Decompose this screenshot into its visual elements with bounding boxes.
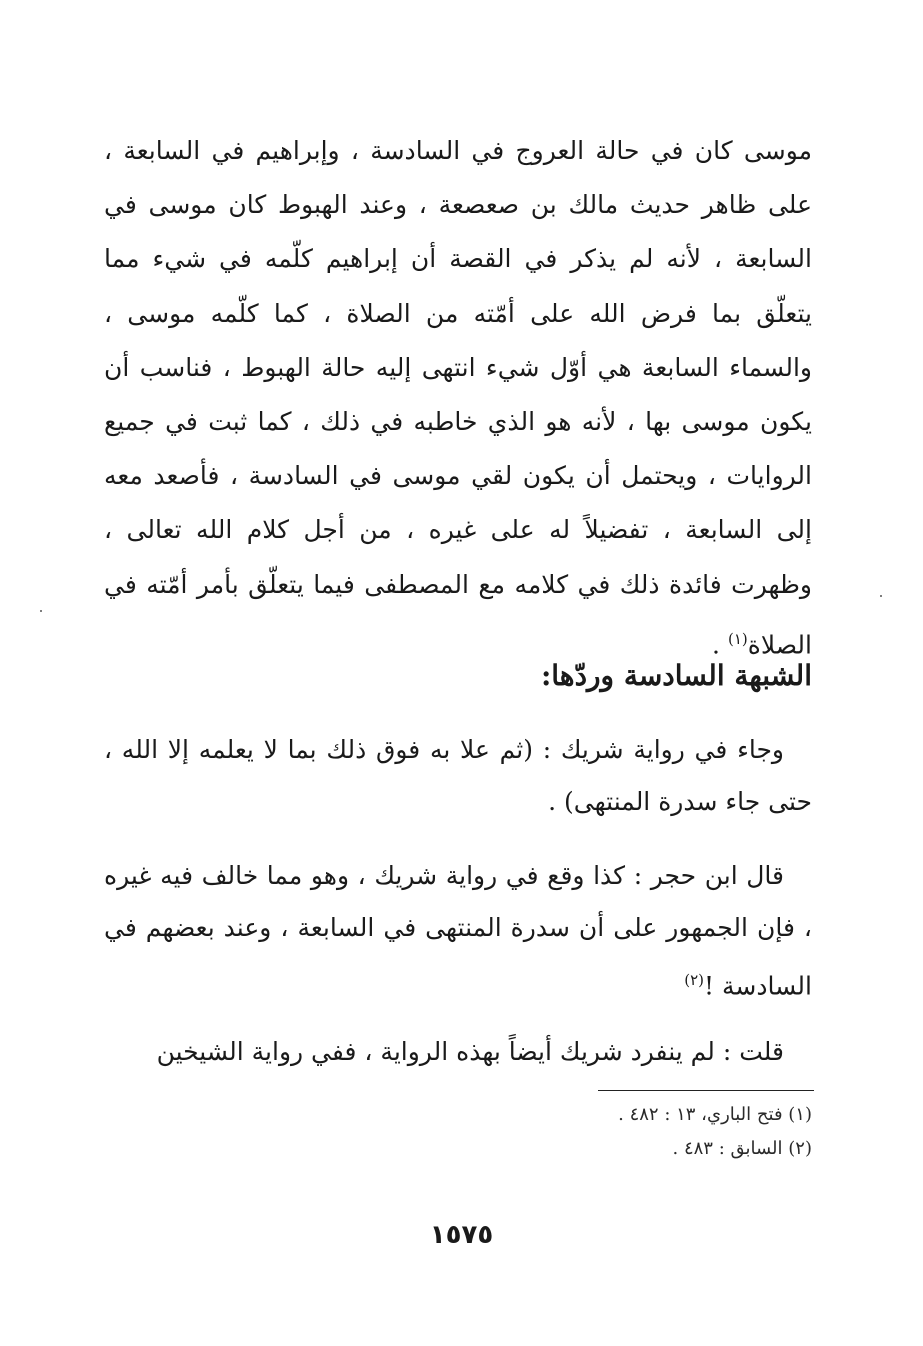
paragraph-text: قال ابن حجر : كذا وقع في رواية شريك ، وهو مما خالف فيه غيره ، فإن الجمهور على أن سدرة المنتهى في السابعة ، وعند بعضهم في السادسة !	[104, 861, 812, 1001]
paragraph-text: موسى كان في حالة العروج في السادسة ، وإبراهيم في السابعة ، على ظاهر حديث مالك بن صعصعة ، وعند الهبوط كان موسى في السابعة ، لأنه لم يذكر في القصة أن إبراهيم كلّمه في شيء مما يتعلّق بما فرض الله على أمّته من الصلاة ، كما كلّمه موسى ، والسماء السابعة هي أوّل شيء انتهى إليه حالة الهبوط ، فناسب أن يكون موسى بها ، لأنه هو الذي خاطبه في ذلك ، كما ثبت في جميع الروايات ، ويحتمل أن يكون لقي موسى في السادسة ، فأصعد معه إلى السابعة ، تفضيلاً له على غيره ، من أجل كلام الله تعالى ، وظهرت فائدة ذلك في كلامه مع المصطفى فيما يتعلّق بأمر أمّته في الصلاة	[104, 136, 812, 660]
page-number: ١٥٧٥	[429, 1220, 494, 1250]
body-paragraph: قلت : لم ينفرد شريك أيضاً بهذه الرواية ، ففي رواية الشيخين	[156, 1037, 784, 1066]
footnote-reference[interactable]: (١)	[727, 629, 748, 648]
paragraph-end: .	[712, 630, 728, 660]
body-paragraph	[104, 850, 812, 1012]
footnotes	[618, 1098, 812, 1166]
footnote-item: (٢) السابق : ٤٨٣ .	[672, 1138, 812, 1159]
footnote-item: (١) فتح الباري، ١٣ : ٤٨٢ .	[618, 1104, 812, 1125]
scan-speck	[880, 595, 882, 597]
section-heading: الشبهة السادسة وردّها:	[540, 659, 812, 692]
body-paragraph: وجاء في رواية شريك : (ثم علا به فوق ذلك بما لا يعلمه إلا الله ، حتى جاء سدرة المنتهى) .	[104, 735, 812, 816]
body-paragraph	[104, 124, 812, 672]
scan-speck	[40, 610, 42, 612]
footnote-separator	[598, 1090, 814, 1091]
footnote-reference[interactable]: (٢)	[684, 971, 705, 989]
